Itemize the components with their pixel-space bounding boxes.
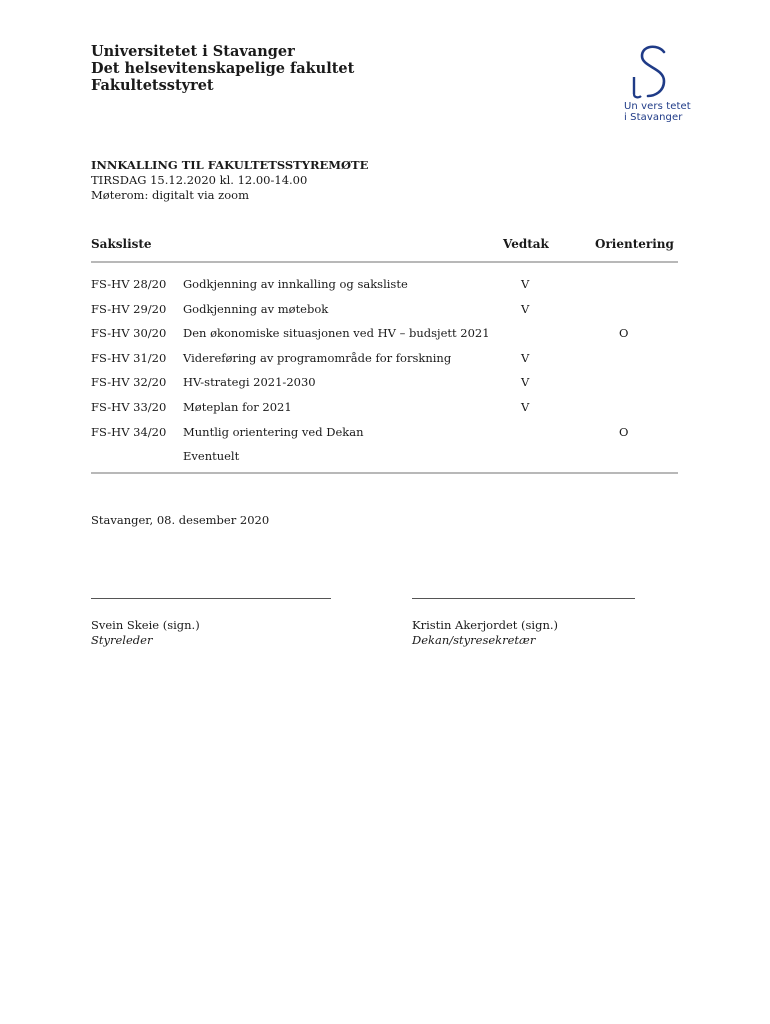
header-divider: [91, 261, 678, 263]
signature-line: [91, 588, 331, 599]
header-vedtak: Vedtak: [503, 237, 549, 251]
case-title: Videreføring av programområde for forskning: [183, 350, 452, 365]
vedtak-mark: V: [521, 301, 530, 316]
orientering-mark: O: [619, 326, 629, 341]
agenda-table-body: [91, 276, 678, 473]
uis-logo-icon: [626, 45, 670, 99]
table-bottom-divider: [91, 472, 678, 474]
case-number: FS-HV 32/20: [91, 375, 167, 390]
table-row: [91, 374, 678, 399]
vedtak-mark: V: [521, 277, 530, 291]
case-number: FS-HV 28/20: [91, 277, 167, 291]
case-number: FS-HV 34/20: [91, 424, 167, 439]
vedtak-mark: V: [521, 375, 530, 390]
signer-role: Dekan/styresekretær: [412, 633, 536, 647]
table-row: [91, 448, 678, 473]
letterhead: [91, 43, 354, 94]
university-logo: [624, 45, 704, 123]
case-title: Møteplan for 2021: [183, 399, 292, 414]
table-row: [91, 301, 678, 326]
header-orientering: Orientering: [595, 237, 674, 251]
table-row: [91, 276, 678, 301]
case-title: Eventuelt: [183, 449, 240, 464]
case-title: Muntlig orientering ved Dekan: [183, 424, 364, 439]
signer-role: Styreleder: [91, 633, 153, 647]
university-name: Universitetet i Stavanger: [91, 43, 295, 60]
meeting-info: [91, 158, 368, 203]
table-row: [91, 424, 678, 449]
place-and-date: Stavanger, 08. desember 2020: [91, 513, 270, 527]
meeting-room: Møterom: digitalt via zoom: [91, 188, 249, 202]
board-name: Fakultetsstyret: [91, 77, 214, 94]
orientering-mark: O: [619, 424, 629, 439]
meeting-date: TIRSDAG 15.12.2020 kl. 12.00-14.00: [91, 173, 308, 187]
table-row: [91, 399, 678, 424]
case-number: FS-HV 31/20: [91, 350, 167, 365]
header-saksliste: Saksliste: [91, 237, 152, 251]
vedtak-mark: V: [521, 350, 530, 365]
table-row: [91, 350, 678, 375]
signer-name: Kristin Akerjordet (sign.): [412, 618, 559, 632]
signature-line: [412, 588, 635, 599]
meeting-title: INNKALLING TIL FAKULTETSSTYREMØTE: [91, 158, 369, 172]
vedtak-mark: V: [521, 399, 530, 414]
signature-block-dean: [412, 588, 635, 648]
logo-text-line2: i Stavanger: [624, 112, 683, 123]
case-number: FS-HV 33/20: [91, 399, 167, 414]
case-title: Godkjenning av innkalling og saksliste: [183, 277, 408, 291]
case-number: FS-HV 29/20: [91, 301, 167, 316]
logo-wordmark: [624, 101, 704, 123]
case-title: HV-strategi 2021-2030: [183, 375, 316, 390]
logo-text-line1: Un vers tetet: [624, 101, 691, 112]
signature-block-chair: [91, 588, 331, 648]
signer-name: Svein Skeie (sign.): [91, 618, 200, 632]
case-title: Den økonomiske situasjonen ved HV – budsjett 2021: [183, 326, 490, 341]
case-title: Godkjenning av møtebok: [183, 301, 329, 316]
agenda-table-header: [91, 237, 678, 255]
faculty-name: Det helsevitenskapelige fakultet: [91, 60, 355, 77]
case-number: FS-HV 30/20: [91, 326, 167, 341]
table-row: [91, 325, 678, 350]
